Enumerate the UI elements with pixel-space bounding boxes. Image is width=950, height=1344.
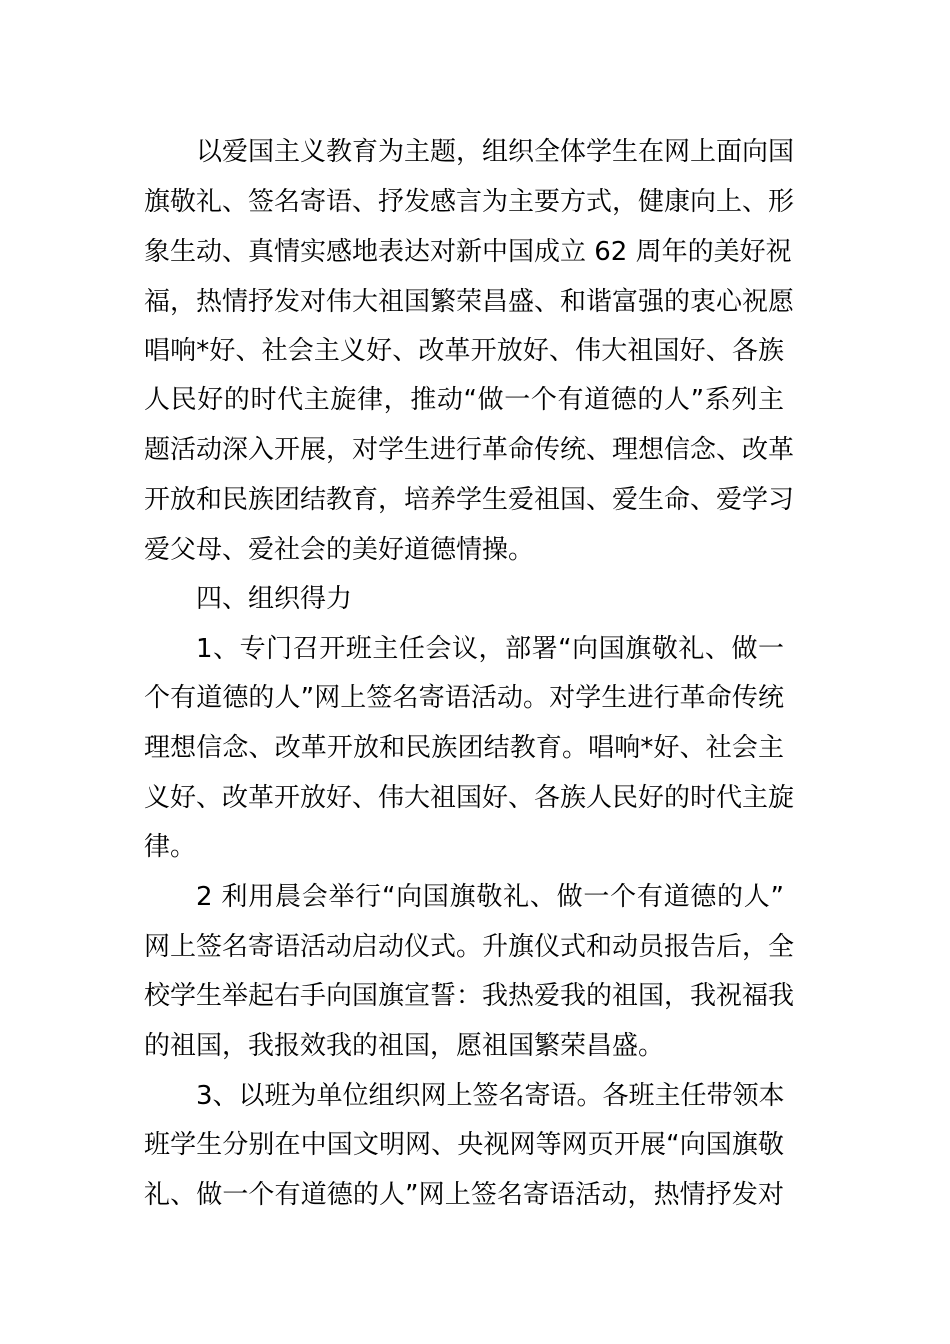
text-line: 福，热情抒发对伟大祖国繁荣昌盛、和谐富强的衷心祝愿 <box>144 287 795 317</box>
text-line: 1、专门召开班主任会议，部署“向国旗敬礼、做一 <box>196 634 784 664</box>
text-line: 3、以班为单位组织网上签名寄语。各班主任带领本 <box>196 1081 785 1111</box>
text-line: 旗敬礼、签名寄语、抒发感言为主要方式，健康向上、形 <box>144 187 795 217</box>
text-line: 唱响*好、社会主义好、改革开放好、伟大祖国好、各族 <box>144 336 784 366</box>
text-line: 理想信念、改革开放和民族团结教育。唱响*好、社会主 <box>144 733 784 763</box>
text-line: 开放和民族团结教育，培养学生爱祖国、爱生命、爱学习 <box>144 485 795 515</box>
text-line: 以爱国主义教育为主题，组织全体学生在网上面向国 <box>196 137 795 167</box>
text-line: 象生动、真情实感地表达对新中国成立 62 周年的美好祝 <box>144 237 792 267</box>
text-line: 题活动深入开展，对学生进行革命传统、理想信念、改革 <box>144 435 795 465</box>
text-line: 人民好的时代主旋律，推动“做一个有道德的人”系列主 <box>144 385 784 415</box>
text-line: 义好、改革开放好、伟大祖国好、各族人民好的时代主旋 <box>144 783 795 813</box>
text-line: 个有道德的人”网上签名寄语活动。对学生进行革命传统 <box>144 683 784 713</box>
text-line: 的祖国，我报效我的祖国，愿祖国繁荣昌盛。 <box>144 1031 665 1061</box>
text-line: 班学生分别在中国文明网、央视网等网页开展“向国旗敬 <box>144 1130 784 1160</box>
text-line: 律。 <box>144 832 197 862</box>
text-line: 爱父母、爱社会的美好道德情操。 <box>144 535 535 565</box>
text-line: 2 利用晨会举行“向国旗敬礼、做一个有道德的人” <box>196 882 784 912</box>
text-line: 礼、做一个有道德的人”网上签名寄语活动，热情抒发对 <box>144 1180 784 1210</box>
section-heading: 四、组织得力 <box>196 584 353 614</box>
text-line: 网上签名寄语活动启动仪式。升旗仪式和动员报告后，全 <box>144 932 795 962</box>
text-line: 校学生举起右手向国旗宣誓：我热爱我的祖国，我祝福我 <box>144 981 795 1011</box>
